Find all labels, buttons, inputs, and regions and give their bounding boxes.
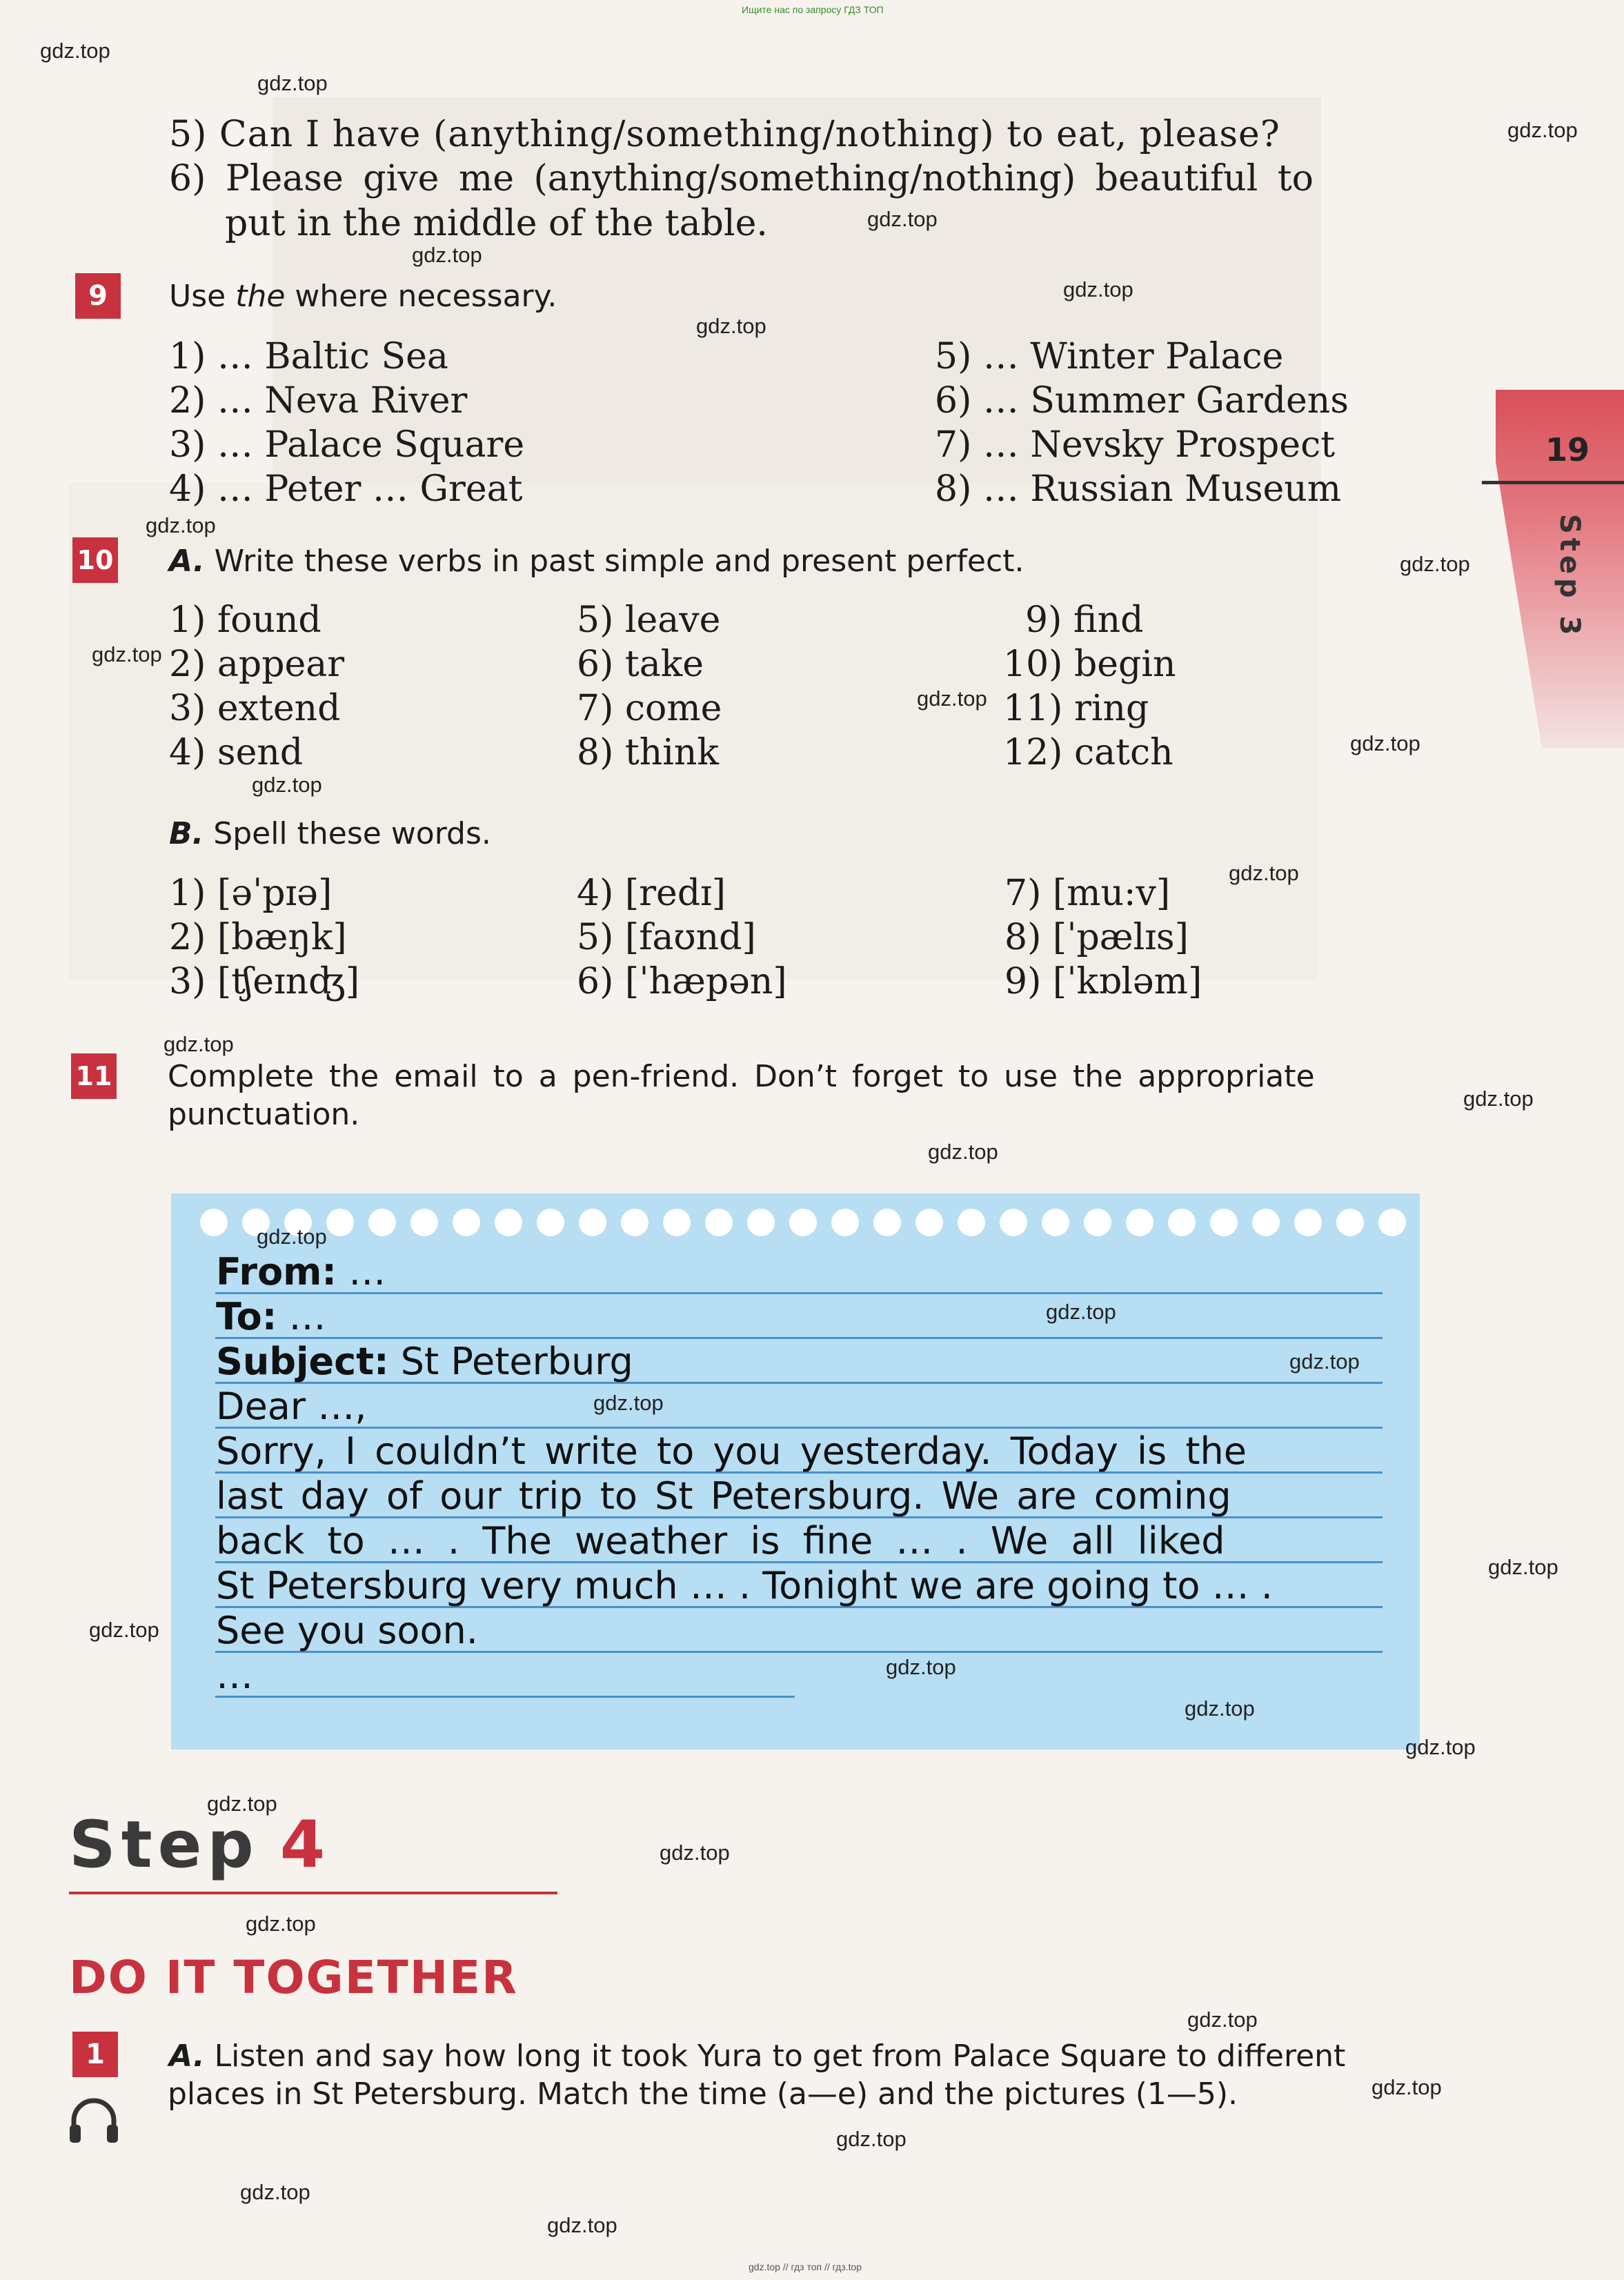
ex10-part-a-letter: A. bbox=[169, 544, 205, 579]
watermark: gdz.top bbox=[257, 71, 328, 95]
watermark: gdz.top bbox=[547, 2213, 617, 2237]
watermark: gdz.top bbox=[89, 1618, 159, 1642]
step-heading-rule bbox=[69, 1892, 557, 1894]
watermark: gdz.top bbox=[246, 1912, 316, 1936]
email-body-line: See you soon. bbox=[216, 1609, 478, 1652]
watermark: gdz.top bbox=[593, 1391, 664, 1415]
ex10-transcription: 8) [ˈpælɪs] bbox=[1004, 917, 1189, 958]
email-body-line: last day of our trip to St Petersburg. We are coming bbox=[216, 1474, 1231, 1518]
step4-ex1-line2: places in St Petersburg. Match the time (a—e) and the pictures (1—5). bbox=[168, 2076, 1238, 2112]
ex8-item-6-cont: put in the middle of the table. bbox=[225, 203, 768, 244]
ex10-part-a-text: Write these verbs in past simple and present perfect. bbox=[214, 544, 1024, 579]
watermark: gdz.top bbox=[240, 2180, 310, 2204]
ex10-transcription: 6) [ˈhæpən] bbox=[577, 961, 787, 1002]
exercise-number-badge: 10 bbox=[72, 537, 118, 583]
watermark: gdz.top bbox=[1046, 1300, 1116, 1324]
watermark: gdz.top bbox=[1187, 2008, 1258, 2032]
watermark: gdz.top bbox=[207, 1792, 277, 1816]
ex10-transcription: 4) [redɪ] bbox=[577, 873, 726, 914]
ex10-verb: 10) begin bbox=[1003, 644, 1176, 685]
ex10-part-b-instruction bbox=[169, 816, 491, 851]
exercise-number-badge: 11 bbox=[71, 1053, 117, 1099]
ex10-part-b-text: Spell these words. bbox=[213, 816, 491, 851]
watermark: gdz.top bbox=[660, 1841, 730, 1865]
ex10-verb: 1) found bbox=[169, 599, 321, 641]
ex9-item: 7) … Nevsky Prospect bbox=[935, 424, 1336, 466]
watermark: gdz.top bbox=[92, 642, 162, 666]
step4-ex1-letter: A. bbox=[169, 2039, 205, 2074]
ex9-item: 5) … Winter Palace bbox=[935, 336, 1284, 377]
email-body-line: Dear …, bbox=[216, 1385, 367, 1428]
section-subtitle: DO IT TOGETHER bbox=[69, 1951, 518, 2004]
ex10-verb: 12) catch bbox=[1003, 732, 1174, 773]
ex10-transcription: 3) [ʧeɪnʤ] bbox=[169, 961, 360, 1002]
ex9-item: 6) … Summer Gardens bbox=[935, 380, 1349, 422]
ex10-verb: 8) think bbox=[577, 732, 719, 773]
email-from-value: … bbox=[337, 1250, 386, 1293]
watermark: gdz.top bbox=[1229, 861, 1299, 885]
step-heading bbox=[69, 1807, 330, 1883]
ex10-verb: 6) take bbox=[577, 644, 704, 685]
watermark: gdz.top bbox=[917, 686, 987, 711]
watermark: gdz.top bbox=[1289, 1349, 1360, 1374]
email-body-line: back to … . The weather is fine … . We all liked bbox=[216, 1519, 1225, 1563]
step4-ex1-text: Listen and say how long it took Yura to get from Palace Square to different bbox=[214, 2039, 1346, 2074]
ex10-part-a-instruction bbox=[169, 544, 1024, 579]
watermark: gdz.top bbox=[1372, 2075, 1442, 2099]
email-from-label: From: bbox=[216, 1250, 337, 1293]
ex9-item: 4) … Peter … Great bbox=[169, 468, 523, 510]
ex10-transcription: 5) [faʊnd] bbox=[577, 917, 756, 958]
email-to bbox=[216, 1295, 326, 1338]
ex10-transcription: 2) [bæŋk] bbox=[169, 917, 347, 958]
ex10-verb: 4) send bbox=[169, 732, 304, 773]
watermark: gdz.top bbox=[1507, 118, 1578, 142]
watermark: gdz.top bbox=[412, 243, 482, 267]
email-from bbox=[216, 1250, 386, 1293]
ex8-item-5: 5) Can I have (anything/something/nothing) to eat, please? bbox=[169, 114, 1280, 155]
watermark: gdz.top bbox=[252, 773, 322, 797]
page-tab-label: Step 3 bbox=[1554, 514, 1585, 640]
ex10-transcription: 7) [mu:v] bbox=[1004, 873, 1171, 914]
ex10-verb: 7) come bbox=[577, 688, 722, 729]
ex9-item: 3) … Palace Square bbox=[169, 424, 525, 466]
watermark: gdz.top bbox=[1400, 552, 1470, 576]
watermark: gdz.top bbox=[164, 1032, 234, 1056]
email-subject-label: Subject: bbox=[216, 1340, 389, 1383]
exercise-number-badge: 9 bbox=[75, 273, 121, 319]
headphones-icon bbox=[67, 2096, 121, 2145]
ex9-instruction-post: where necessary. bbox=[285, 279, 557, 314]
ex8-item-6: 6) Please give me (anything/something/nothing) beautiful to bbox=[169, 158, 1314, 199]
ex9-instruction-pre: Use bbox=[169, 279, 236, 314]
watermark: gdz.top bbox=[836, 2127, 907, 2151]
email-to-value: … bbox=[277, 1295, 326, 1338]
ex10-transcription: 1) [əˈpɪə] bbox=[169, 873, 333, 914]
ex9-instruction bbox=[169, 279, 557, 314]
ex10-verb: 3) extend bbox=[169, 688, 341, 729]
ex11-instruction-line2: punctuation. bbox=[168, 1097, 360, 1132]
step-heading-number: 4 bbox=[279, 1807, 331, 1883]
email-body-line: St Petersburg very much … . Tonight we are going to … . bbox=[216, 1564, 1273, 1607]
page-tab-rule bbox=[1482, 481, 1624, 484]
exercise-number-badge: 1 bbox=[72, 2032, 118, 2077]
ex9-item: 8) … Russian Museum bbox=[935, 468, 1342, 510]
watermark: gdz.top bbox=[1063, 277, 1133, 301]
watermark: gdz.top bbox=[1488, 1555, 1558, 1579]
ex9-item: 2) … Neva River bbox=[169, 380, 468, 422]
ex10-verb: 11) ring bbox=[1003, 688, 1149, 729]
ex9-item: 1) … Baltic Sea bbox=[169, 336, 448, 377]
watermark: gdz.top bbox=[886, 1655, 956, 1679]
ex10-verb: 5) leave bbox=[577, 599, 721, 641]
watermark: gdz.top bbox=[1405, 1735, 1476, 1759]
watermark: gdz.top bbox=[928, 1140, 998, 1164]
watermark: gdz.top bbox=[1463, 1087, 1534, 1111]
email-body-line: Sorry, I couldn’t write to you yesterday. Today is the bbox=[216, 1429, 1247, 1473]
step4-ex1-line1 bbox=[169, 2039, 1345, 2074]
watermark: gdz.top bbox=[40, 39, 110, 63]
ex10-verb: 9) find bbox=[1025, 599, 1144, 641]
email-subject bbox=[216, 1340, 633, 1383]
watermark: gdz.top bbox=[1350, 731, 1420, 755]
email-body-line: … bbox=[216, 1654, 253, 1697]
ex10-part-b-letter: B. bbox=[169, 816, 204, 851]
page-number: 19 bbox=[1545, 431, 1590, 468]
top-note: Ищите нас по запросу ГДЗ ТОП bbox=[742, 4, 884, 15]
notepad-holes bbox=[200, 1209, 1414, 1236]
watermark: gdz.top bbox=[1185, 1696, 1255, 1721]
step-heading-word: Step bbox=[69, 1807, 259, 1883]
ex9-instruction-article: the bbox=[235, 279, 286, 314]
ex10-verb: 2) appear bbox=[169, 644, 345, 685]
email-to-label: To: bbox=[216, 1295, 277, 1338]
ex11-instruction-line1: Complete the email to a pen-friend. Don’t forget to use the appropriate bbox=[168, 1059, 1315, 1094]
bottom-note: gdz.top // гдз топ // гдз.top bbox=[749, 2261, 862, 2272]
watermark: gdz.top bbox=[257, 1225, 327, 1249]
watermark: gdz.top bbox=[146, 513, 216, 537]
watermark: gdz.top bbox=[696, 314, 766, 338]
ex10-transcription: 9) [ˈkɒləm] bbox=[1004, 961, 1202, 1002]
watermark: gdz.top bbox=[867, 207, 938, 231]
email-subject-value: St Peterburg bbox=[388, 1340, 633, 1383]
